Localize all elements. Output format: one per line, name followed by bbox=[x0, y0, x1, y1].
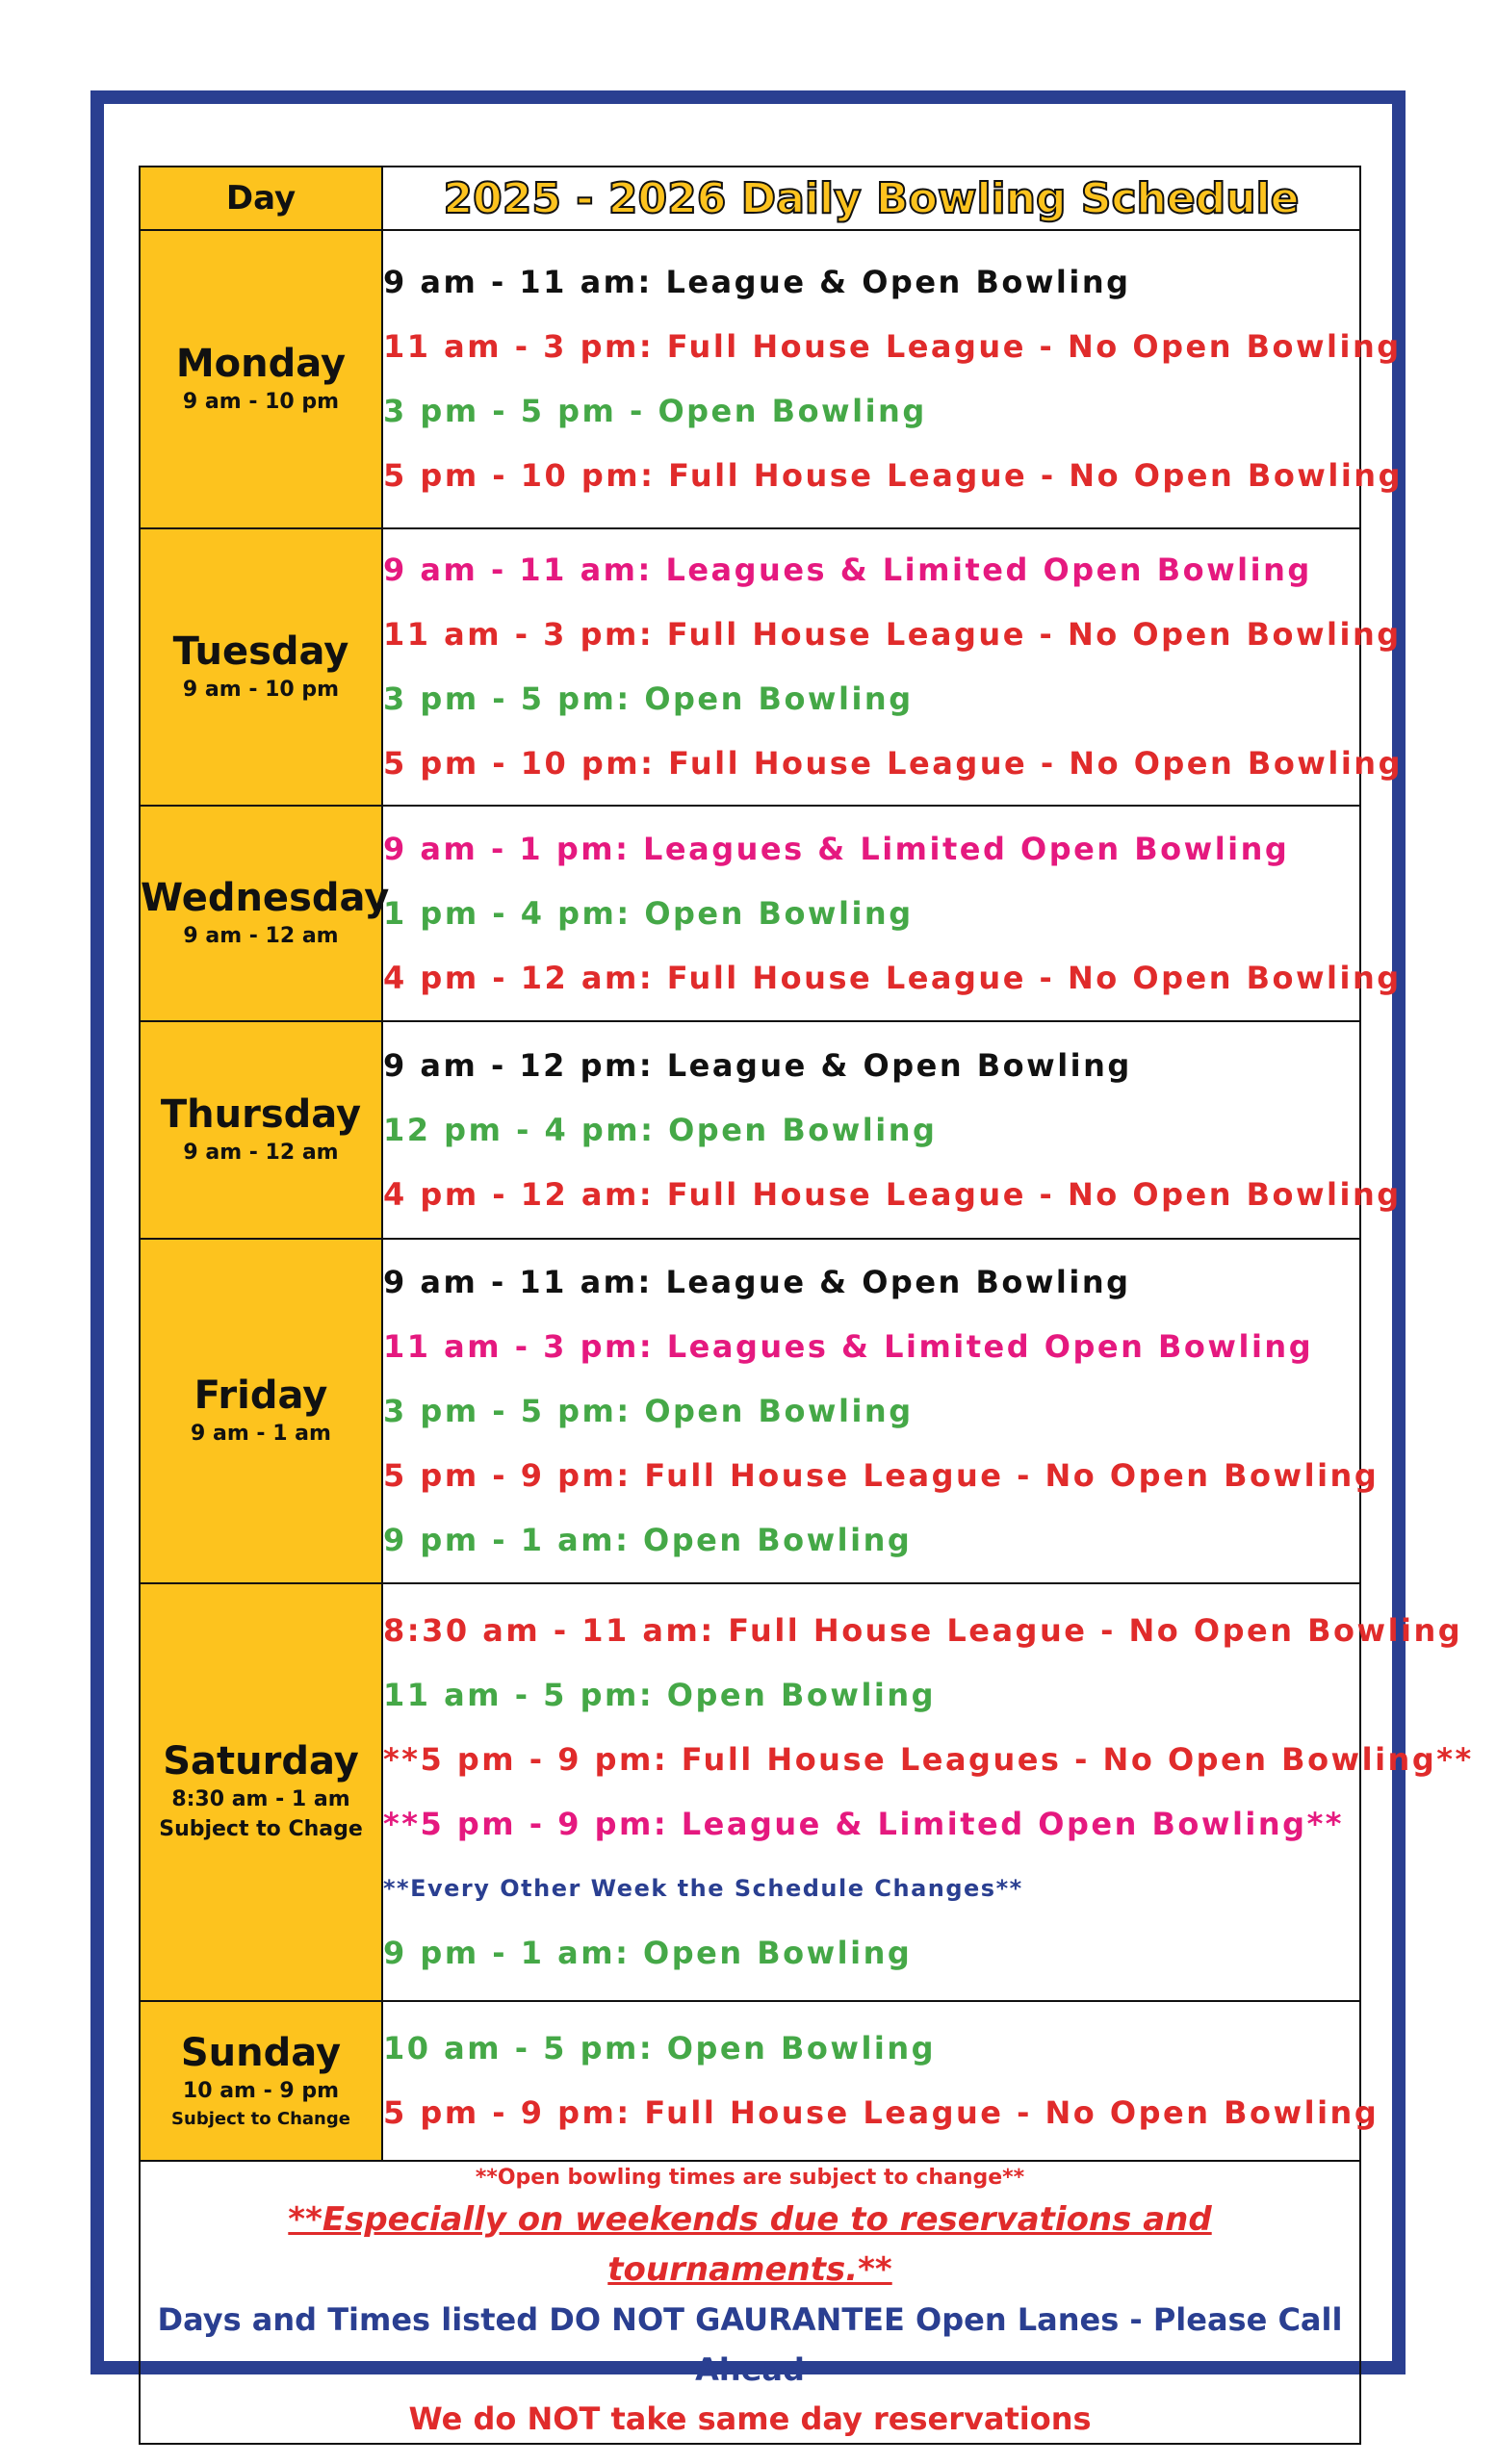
schedule-entry: 5 pm - 9 pm: Full House League - No Open Bowling bbox=[383, 1456, 1380, 1494]
schedule-entry: 9 am - 11 am: League & Open Bowling bbox=[383, 1263, 1131, 1300]
schedule-entry: **5 pm - 9 pm: Full House Leagues - No Open Bowling** bbox=[383, 1741, 1474, 1778]
day-cell bbox=[140, 1583, 382, 2001]
day-row-wednesday bbox=[140, 806, 1360, 1021]
schedule-cell bbox=[382, 1021, 1402, 1239]
schedule-cell bbox=[382, 528, 1403, 806]
schedule-entry: **Every Other Week the Schedule Changes** bbox=[383, 1875, 1023, 1902]
schedule-title: 2025 - 2026 Daily Bowling Schedule bbox=[443, 173, 1300, 223]
schedule-cell bbox=[382, 1239, 1380, 1583]
no-guarantee-note: Days and Times listed DO NOT GAURANTEE Open Lanes - Please Call Ahead bbox=[157, 2301, 1343, 2388]
day-note: Subject to Chage bbox=[159, 1817, 363, 1842]
day-name: Friday bbox=[193, 1373, 328, 1418]
schedule-entry: 9 am - 11 am: Leagues & Limited Open Bowling bbox=[383, 552, 1312, 588]
day-header-cell bbox=[140, 167, 382, 230]
day-row-tuesday bbox=[140, 528, 1360, 806]
day-name: Thursday bbox=[160, 1091, 362, 1137]
day-note: Subject to Change bbox=[171, 2108, 350, 2129]
schedule-entry: 11 am - 3 pm: Leagues & Limited Open Bowling bbox=[383, 1327, 1314, 1365]
schedule-entry: 3 pm - 5 pm - Open Bowling bbox=[383, 393, 927, 429]
schedule-entry: 11 am - 5 pm: Open Bowling bbox=[383, 1677, 937, 1713]
day-name: Monday bbox=[175, 341, 347, 386]
schedule-entry: **5 pm - 9 pm: League & Limited Open Bowling** bbox=[383, 1806, 1345, 1842]
schedule-entry: 1 pm - 4 pm: Open Bowling bbox=[383, 894, 914, 932]
day-cell bbox=[140, 806, 390, 1021]
schedule-entry: 9 pm - 1 am: Open Bowling bbox=[383, 1521, 913, 1558]
schedule-table bbox=[139, 166, 1474, 2445]
schedule-cell bbox=[382, 230, 1403, 528]
schedule-cell bbox=[382, 1583, 1474, 2001]
schedule-entry: 8:30 am - 11 am: Full House League - No Open Bowling bbox=[383, 1612, 1463, 1649]
day-hours: 9 am - 1 am bbox=[191, 1421, 331, 1446]
schedule-entry: 4 pm - 12 am: Full House League - No Open Bowling bbox=[383, 959, 1402, 996]
day-row-friday bbox=[140, 1239, 1360, 1583]
day-cell bbox=[140, 1021, 382, 1239]
schedule-entry: 11 am - 3 pm: Full House League - No Open Bowling bbox=[383, 328, 1402, 365]
schedule-entry: 12 pm - 4 pm: Open Bowling bbox=[383, 1111, 938, 1148]
schedule-cell bbox=[382, 806, 1402, 1021]
day-cell bbox=[140, 2001, 382, 2161]
schedule-entry: 4 pm - 12 am: Full House League - No Open Bowling bbox=[383, 1175, 1402, 1213]
schedule-entry: 9 am - 12 pm: League & Open Bowling bbox=[383, 1046, 1132, 1084]
day-hours: 9 am - 12 am bbox=[183, 1140, 339, 1165]
day-name: Wednesday bbox=[141, 875, 390, 920]
schedule-entry: 3 pm - 5 pm: Open Bowling bbox=[383, 1392, 914, 1429]
day-name: Saturday bbox=[163, 1739, 359, 1784]
day-hours: 8:30 am - 1 am bbox=[171, 1787, 350, 1812]
day-hours: 9 am - 10 pm bbox=[182, 677, 340, 702]
day-hours: 10 am - 9 pm bbox=[182, 2078, 340, 2103]
day-row-thursday bbox=[140, 1021, 1360, 1239]
day-cell bbox=[140, 230, 382, 528]
title-cell bbox=[382, 167, 1360, 230]
same-day-reservations-note: We do NOT take same day reservations bbox=[408, 2400, 1092, 2437]
day-cell bbox=[140, 528, 382, 806]
schedule-cell bbox=[382, 2001, 1380, 2161]
open-bowling-change-note: **Open bowling times are subject to change** bbox=[475, 2166, 1025, 2190]
day-hours: 9 am - 12 am bbox=[183, 923, 339, 948]
schedule-entry: 5 pm - 10 pm: Full House League - No Open Bowling bbox=[383, 745, 1403, 782]
schedule-entry: 5 pm - 10 pm: Full House League - No Open Bowling bbox=[383, 457, 1403, 494]
schedule-entry: 9 am - 11 am: League & Open Bowling bbox=[383, 264, 1131, 300]
schedule-entry: 5 pm - 9 pm: Full House League - No Open Bowling bbox=[383, 2094, 1380, 2131]
day-row-sunday bbox=[140, 2001, 1360, 2161]
schedule-entry: 9 am - 1 pm: Leagues & Limited Open Bowling bbox=[383, 830, 1290, 867]
day-row-monday bbox=[140, 230, 1360, 528]
header-row bbox=[140, 167, 1360, 230]
day-column-header: Day bbox=[225, 179, 297, 218]
day-row-saturday bbox=[140, 1583, 1360, 2001]
weekend-reservations-note: **Especially on weekends due to reservations and tournaments.** bbox=[288, 2200, 1212, 2289]
schedule-entry: 9 pm - 1 am: Open Bowling bbox=[383, 1935, 913, 1971]
schedule-entry: 11 am - 3 pm: Full House League - No Open Bowling bbox=[383, 616, 1402, 653]
day-name: Tuesday bbox=[172, 629, 349, 674]
footer-row bbox=[140, 2161, 1360, 2444]
day-hours: 9 am - 10 pm bbox=[182, 389, 340, 414]
footer-notes bbox=[140, 2161, 1360, 2444]
day-cell bbox=[140, 1239, 382, 1583]
schedule-entry: 10 am - 5 pm: Open Bowling bbox=[383, 2030, 937, 2066]
schedule-entry: 3 pm - 5 pm: Open Bowling bbox=[383, 680, 914, 717]
day-name: Sunday bbox=[180, 2030, 342, 2075]
